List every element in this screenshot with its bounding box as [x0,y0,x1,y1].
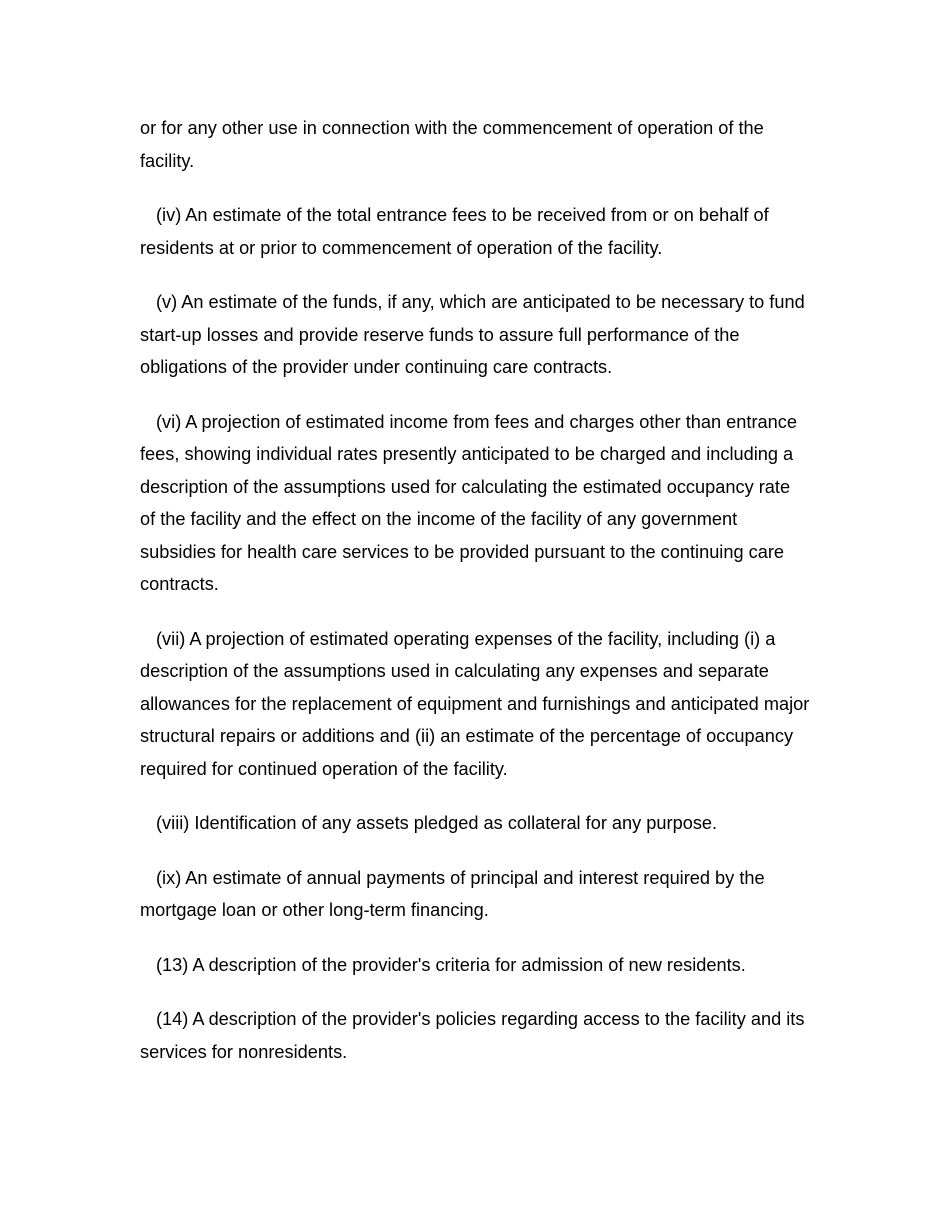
paragraph-13: (13) A description of the provider's criteria for admission of new residents. [156,954,746,975]
paragraph-v: (v) An estimate of the funds, if any, which are anticipated to be necessary to fund start-up losses and provide reserve funds to assure full performance of the obligations of the provider under continuing care contracts. [140,292,805,377]
paragraph-viii: (viii) Identification of any assets pledged as collateral for any purpose. [156,813,718,833]
paragraph-14: (14) A description of the provider's policies regarding access to the facility and its services for nonresidents. [140,1009,805,1062]
paragraph-continuation: or for any other use in connection with the commencement of operation of the facility. [140,118,764,171]
paragraph-ix: (ix) An estimate of annual payments of principal and interest required by the mortgage loan or other long-term financing. [140,867,765,920]
paragraph-iv: (iv) An estimate of the total entrance fees to be received from or on behalf of residents at or prior to commencement of operation of the facility. [140,205,769,258]
paragraph-vii: (vii) A projection of estimated operating expenses of the facility, including (i) a description of the assumptions used in calculating any expenses and separate allowances for the replacement of equipment and furnishings and anticipated major structural repairs or additions and (ii) an estimate of the percentage of occupancy required for continued operation of the facility. [140,628,810,779]
document-page [140,112,810,1090]
paragraph-vi: (vi) A projection of estimated income from fees and charges other than entrance fees, showing individual rates presently anticipated to be charged and including a description of the assumptions used for calculating the estimated occupancy rate of the facility and the effect on the income of the facility of any government subsidies for health care services to be provided pursuant to the continuing care contracts. [140,411,797,594]
